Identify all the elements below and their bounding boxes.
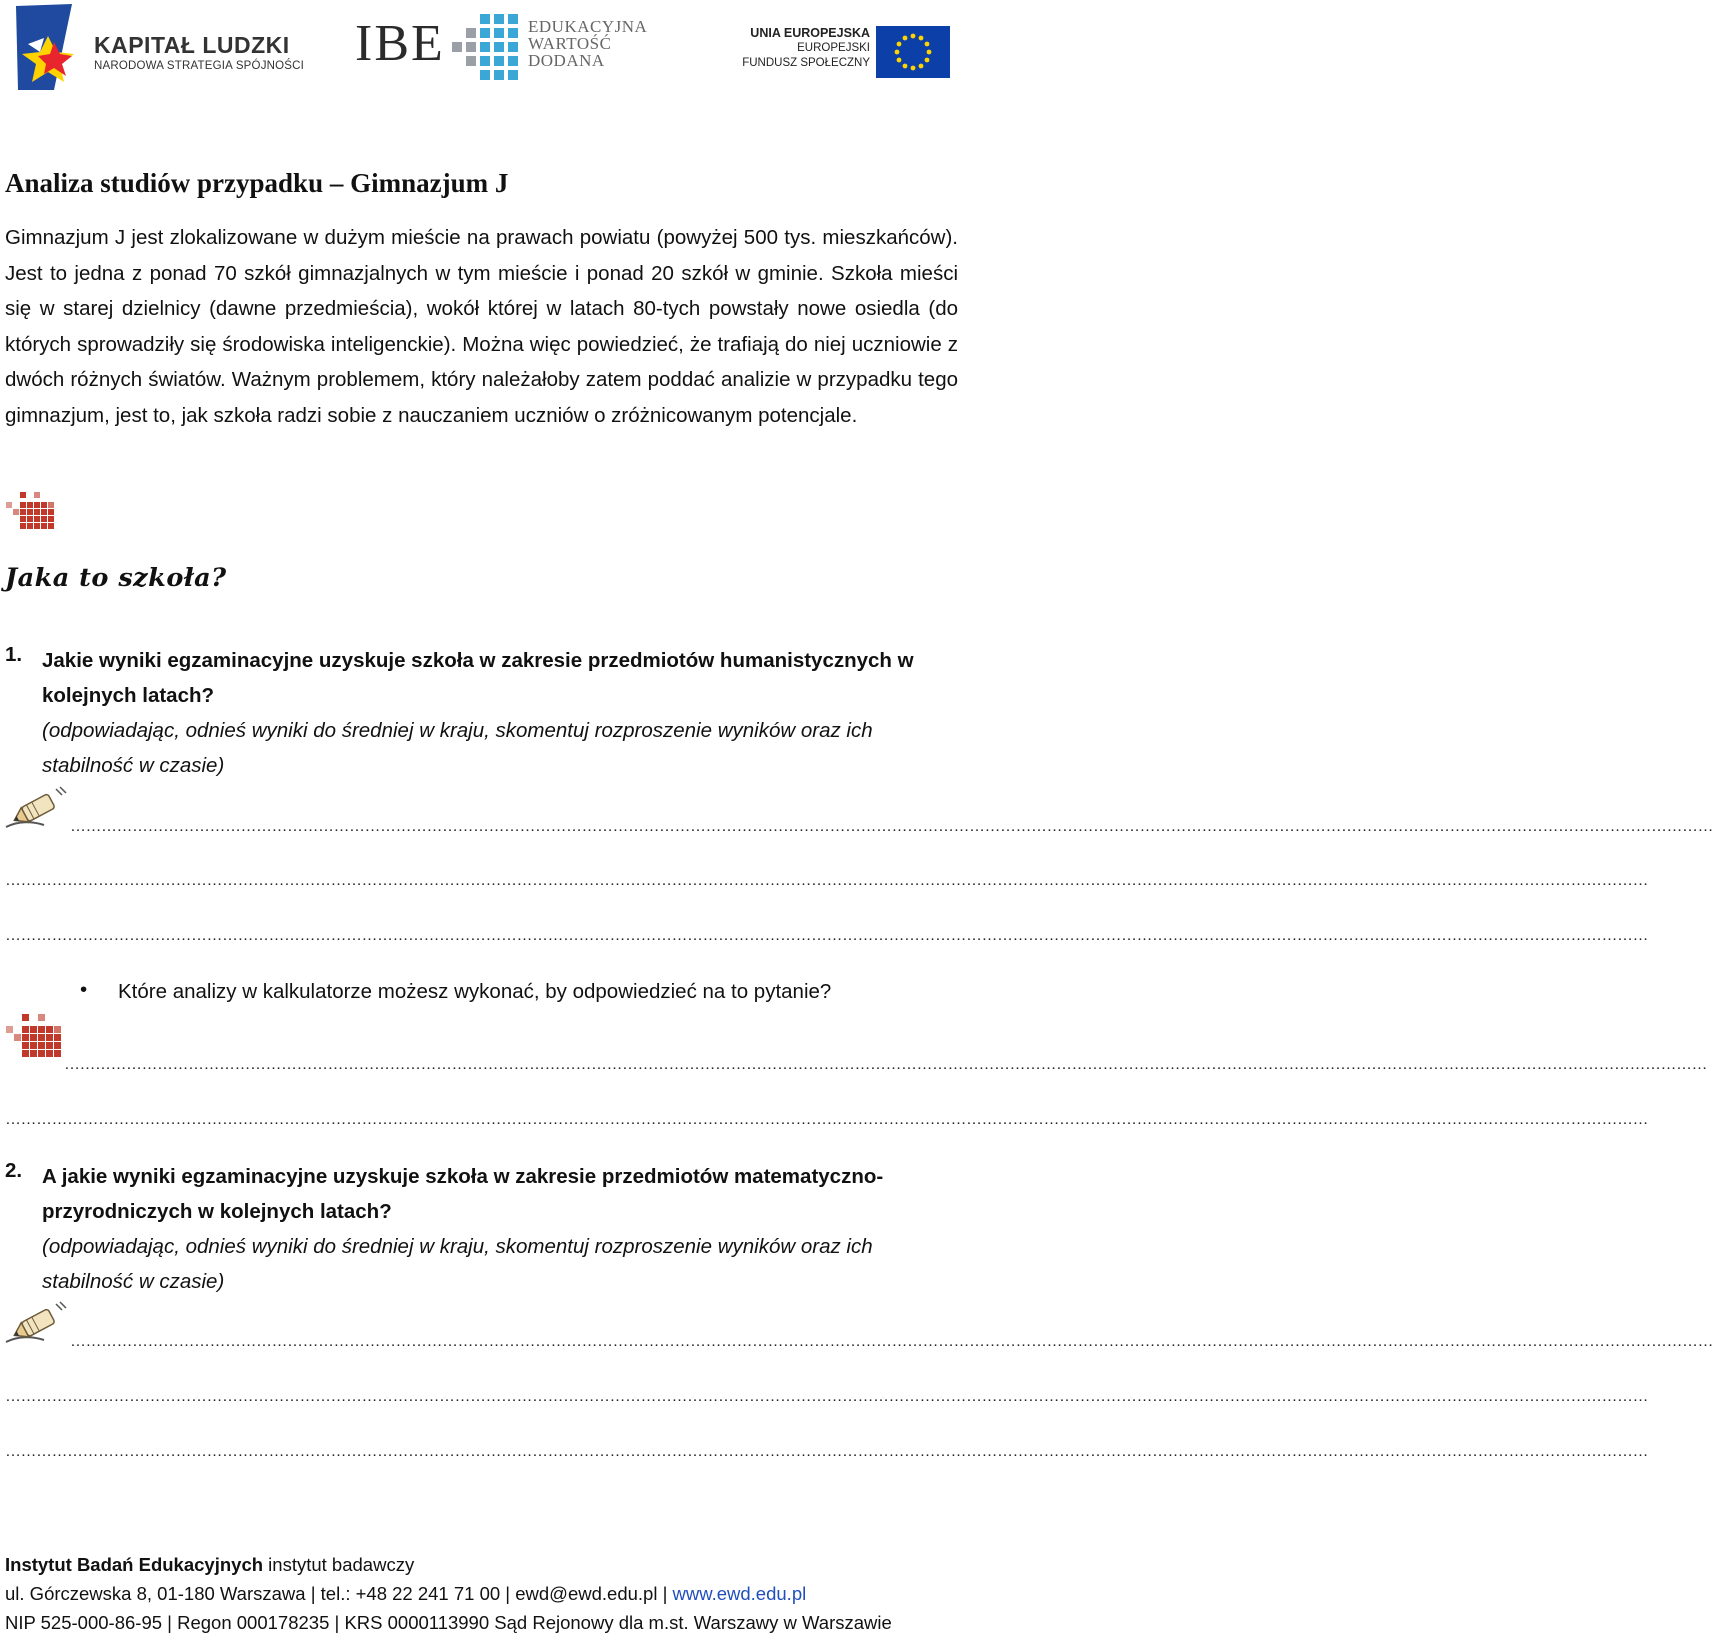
question-1-hint: (odpowiadając, odnieś wyniki do średniej w kraju, skomentuj rozproszenie wyników oraz ich stabilność w czasie) [42,719,873,777]
footer-address: ul. Górczewska 8, 01-180 Warszawa | tel.: +48 22 241 71 00 | ewd@ewd.edu.pl | [5,1583,673,1604]
calculator-grid-icon [6,1012,64,1066]
question-2-number: 2. [5,1159,23,1182]
kapital-ludzki-title: KAPITAŁ LUDZKI [94,32,290,58]
footer-website-link[interactable]: www.ewd.edu.pl [672,1583,807,1604]
answer-line[interactable]: ………………………………………………………………………………………………………………………………………………………………………………………………………………………………………………………………………………………… [70,1333,1713,1350]
answer-line[interactable]: ………………………………………………………………………………………………………………………………………………………………………………………………………………………………………………………………………………………… [5,1111,1648,1128]
answer-line[interactable]: ………………………………………………………………………………………………………………………………………………………………………………………………………………………………………………………………………………………… [64,1056,1707,1073]
intro-paragraph: Gimnazjum J jest zlokalizowane w dużym mieście na prawach powiatu (powyżej 500 tys. mieszkańców). Jest to jedna z ponad 70 szkół gimnazjalnych w tym mieście i ponad 20 szkół w gminie. Szkoła mieści się w starej dzielnicy (dawne przedmieścia), wokół której w latach 80-tych powstały nowe osiedla (do których sprowadziły się środowiska inteligenckie). Można więc powiedzieć, że trafiają do niej uczniowie z dwóch różnych światów. Ważnym problemem, który należałoby zatem poddać analizie w przypadku tego gimnazjum, jest to, jak szkoła radzi sobie z nauczaniem uczniów o zróżnicowanym potencjale. [5,226,958,427]
eu-flag-icon [876,26,950,78]
ibe-tagline: EDUKACYJNA WARTOŚĆ DODANA [528,17,648,70]
footer-registry-line: NIP 525-000-86-95 | Regon 000178235 | KRS 0000113990 Sąd Rejonowy dla m.st. Warszawy w Warszawie [5,1612,892,1633]
answer-line[interactable]: ………………………………………………………………………………………………………………………………………………………………………………………………………………………………………………………………………………………… [5,1388,1648,1405]
answer-line[interactable]: ………………………………………………………………………………………………………………………………………………………………………………………………………………………………………………………………………………………… [5,927,1648,944]
pencil-icon [4,785,70,833]
question-2-hint: (odpowiadając, odnieś wyniki do średniej w kraju, skomentuj rozproszenie wyników oraz ich stabilność w czasie) [42,1235,873,1293]
footer [5,1550,955,1637]
ibe-logo [355,6,675,92]
ibe-grid-icon [450,10,524,82]
bullet-question: Które analizy w kalkulatorze możesz wykonać, by odpowiedzieć na to pytanie? [118,980,832,1003]
eu-line-2: EUROPEJSKI [797,42,870,54]
eu-line-1: UNIA EUROPEJSKA [750,26,870,40]
document-title: Analiza studiów przypadku – Gimnazjum J [5,168,509,198]
kapital-ludzki-star-icon [14,2,92,94]
footer-org-line [5,1550,955,1579]
section-title: Jaka to szkoła? [5,563,227,593]
footer-org-type: instytut badawczy [263,1554,415,1575]
bullet-icon: • [80,978,88,1001]
kapital-ludzki-subtitle: NARODOWA STRATEGIA SPÓJNOŚCI [94,60,305,72]
kapital-ludzki-logo [14,2,304,94]
eu-line-3: FUNDUSZ SPOŁECZNY [742,57,870,69]
footer-org-name: Instytut Badań Edukacyjnych [5,1554,264,1575]
answer-line[interactable]: ………………………………………………………………………………………………………………………………………………………………………………………………………………………………………………………………………………………… [5,1443,1648,1460]
question-2-text: A jakie wyniki egzaminacyjne uzyskuje szkoła w zakresie przedmiotów matematyczno-przyrodniczych w kolejnych latach? [42,1165,884,1223]
eu-fund-logo [725,26,950,81]
calculator-grid-icon [6,490,56,536]
footer-address-line [5,1579,955,1608]
answer-line[interactable]: ………………………………………………………………………………………………………………………………………………………………………………………………………………………………………………………………………………………… [5,872,1648,889]
eu-fund-text [742,26,870,71]
question-1-number: 1. [5,643,23,666]
ibe-name: IBE [355,15,445,72]
question-1-text: Jakie wyniki egzaminacyjne uzyskuje szkoła w zakresie przedmiotów humanistycznych w kolejnych latach? [42,649,914,707]
pencil-icon [4,1300,70,1348]
answer-line[interactable]: ………………………………………………………………………………………………………………………………………………………………………………………………………………………………………………………………………………………… [70,818,1713,835]
